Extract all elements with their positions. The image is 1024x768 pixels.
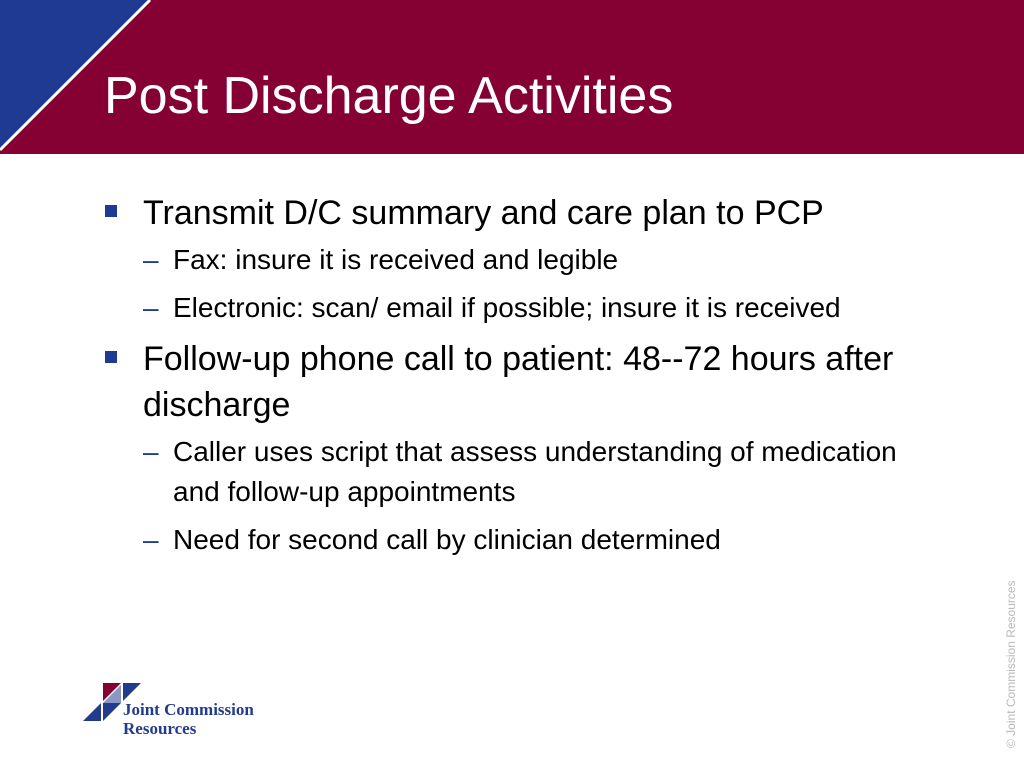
dash-bullet-icon: –: [143, 524, 159, 555]
logo-line-2: Resources: [123, 719, 197, 738]
dash-bullet-icon: –: [143, 436, 159, 467]
bullet-text: Transmit D/C summary and care plan to PCP: [143, 194, 824, 232]
sub-bullet-text: Electronic: scan/ email if possible; insure it is received: [173, 292, 841, 323]
sub-bullet-item: [143, 288, 950, 328]
bullet-item: [100, 336, 950, 428]
sub-bullet-list: [143, 432, 950, 560]
joint-commission-logo: [83, 683, 283, 739]
title-banner: [0, 0, 1024, 154]
sub-bullet-text: Need for second call by clinician determined: [173, 524, 721, 555]
sub-bullet-item: [143, 520, 950, 560]
sub-bullet-item: [143, 240, 950, 280]
sub-bullet-text: Fax: insure it is received and legible: [173, 244, 619, 275]
slide-title: Post Discharge Activities: [104, 67, 674, 125]
logo-wordmark: [123, 700, 254, 738]
sub-bullet-list: [143, 240, 950, 328]
sub-bullet-item: [143, 432, 950, 512]
square-bullet-icon: [105, 351, 117, 363]
bullet-item: [100, 190, 950, 236]
slide-content: [100, 190, 950, 568]
copyright-notice: © Joint Commission Resources: [1004, 580, 1018, 748]
square-bullet-icon: [105, 205, 117, 217]
dash-bullet-icon: –: [143, 244, 159, 275]
sub-bullet-text: Caller uses script that assess understanding of medication and follow-up appointments: [173, 436, 897, 507]
dash-bullet-icon: –: [143, 292, 159, 323]
logo-line-1: Joint Commission: [123, 700, 254, 719]
bullet-text: Follow-up phone call to patient: 48--72 hours after discharge: [143, 340, 894, 424]
